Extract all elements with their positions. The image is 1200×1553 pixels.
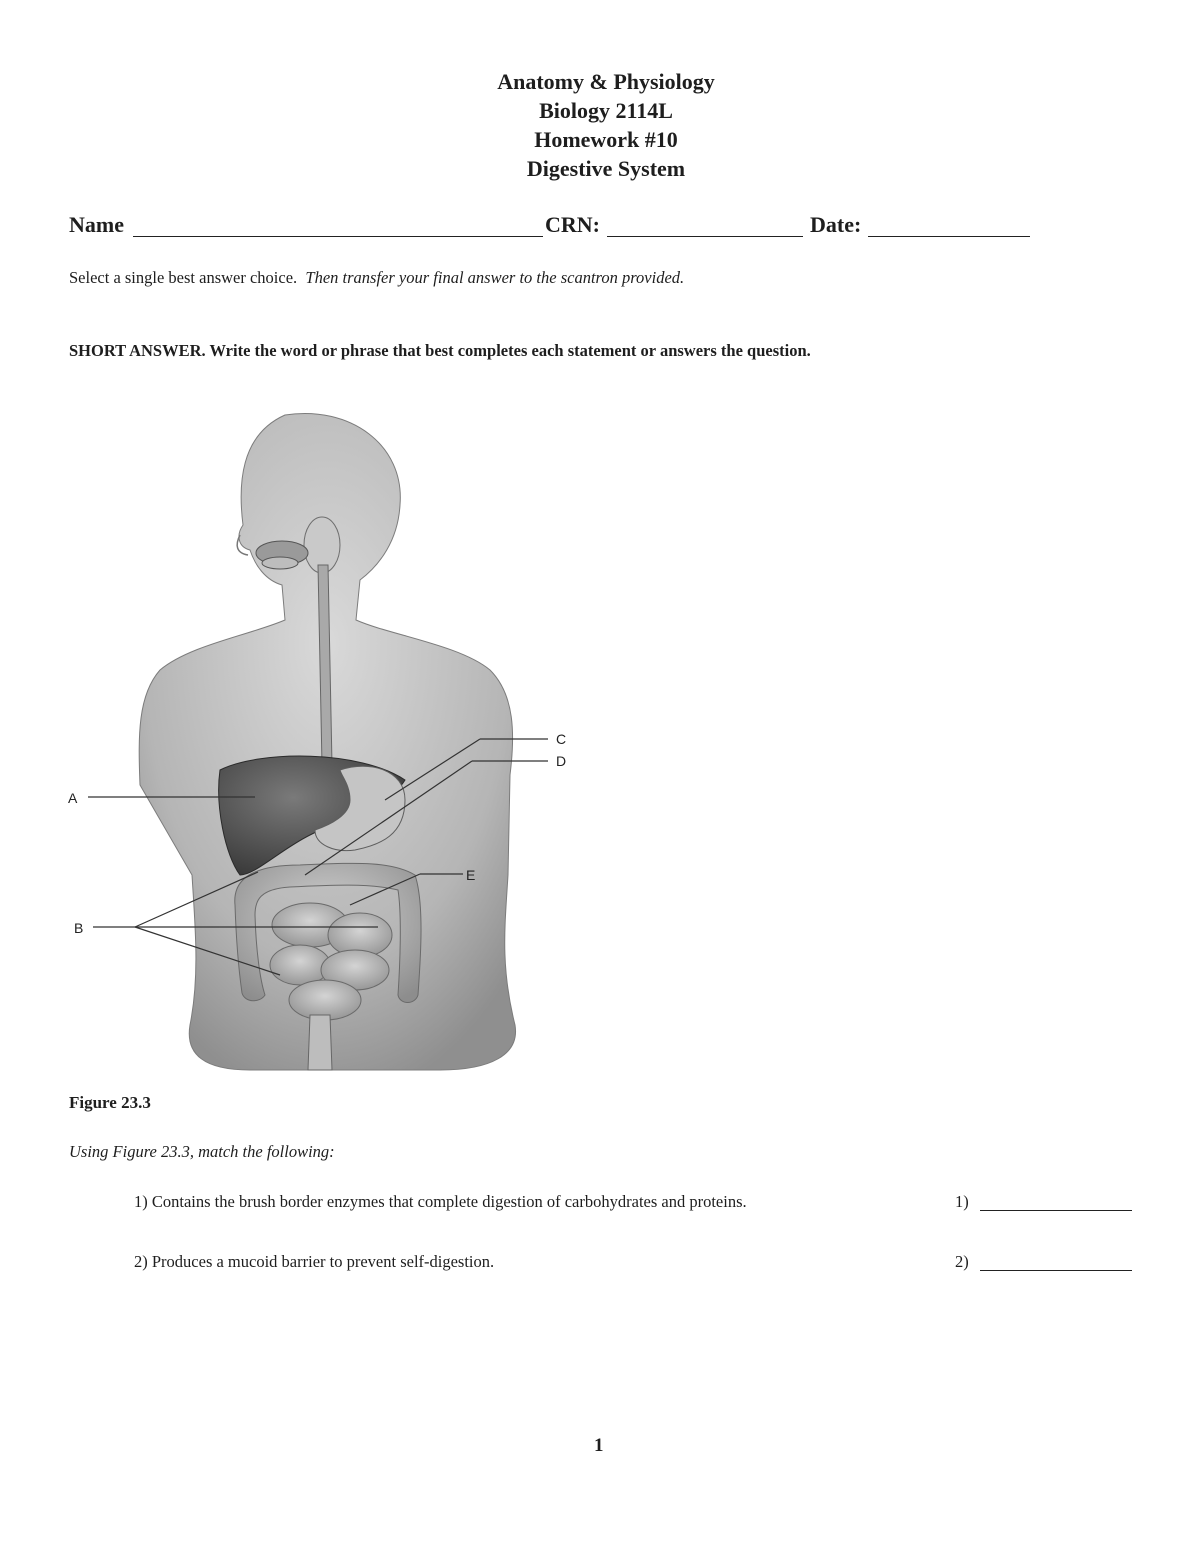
crn-label: CRN: xyxy=(545,212,600,237)
matching-prompt: Using Figure 23.3, match the following: xyxy=(69,1142,335,1161)
figure-caption: Figure 23.3 xyxy=(69,1093,151,1112)
question-2-answer-field[interactable] xyxy=(980,1270,1132,1271)
instructions xyxy=(69,268,684,288)
name-field[interactable] xyxy=(133,236,543,237)
title-line-3: Homework #10 xyxy=(534,127,678,152)
date-field[interactable] xyxy=(868,236,1030,237)
label-E: E xyxy=(466,867,476,883)
label-A: A xyxy=(68,790,78,806)
digestive-system-figure xyxy=(60,405,580,1080)
page-number: 1 xyxy=(594,1435,604,1456)
question-1-answer-label: 1) xyxy=(955,1192,969,1211)
label-D: D xyxy=(556,753,567,769)
crn-field[interactable] xyxy=(607,236,803,237)
question-1: 1) Contains the brush border enzymes that complete digestion of carbohydrates and proteins. xyxy=(134,1192,747,1211)
label-B: B xyxy=(74,920,84,936)
short-answer-heading: SHORT ANSWER. Write the word or phrase that best completes each statement or answers the question. xyxy=(69,341,811,360)
question-2-answer-label: 2) xyxy=(955,1252,969,1271)
title-line-1: Anatomy & Physiology xyxy=(497,69,715,94)
question-1-answer-field[interactable] xyxy=(980,1210,1132,1211)
title-line-4: Digestive System xyxy=(526,156,686,181)
title-line-2: Biology 2114L xyxy=(539,98,673,123)
rectum xyxy=(308,1015,332,1070)
label-C: C xyxy=(556,731,567,747)
date-label: Date: xyxy=(810,212,862,237)
question-2: 2) Produces a mucoid barrier to prevent self-digestion. xyxy=(134,1252,495,1271)
instructions-italic: Then transfer your final answer to the scantron provided. xyxy=(305,268,685,287)
name-label: Name xyxy=(69,212,124,237)
instructions-plain: Select a single best answer choice. xyxy=(69,268,298,287)
